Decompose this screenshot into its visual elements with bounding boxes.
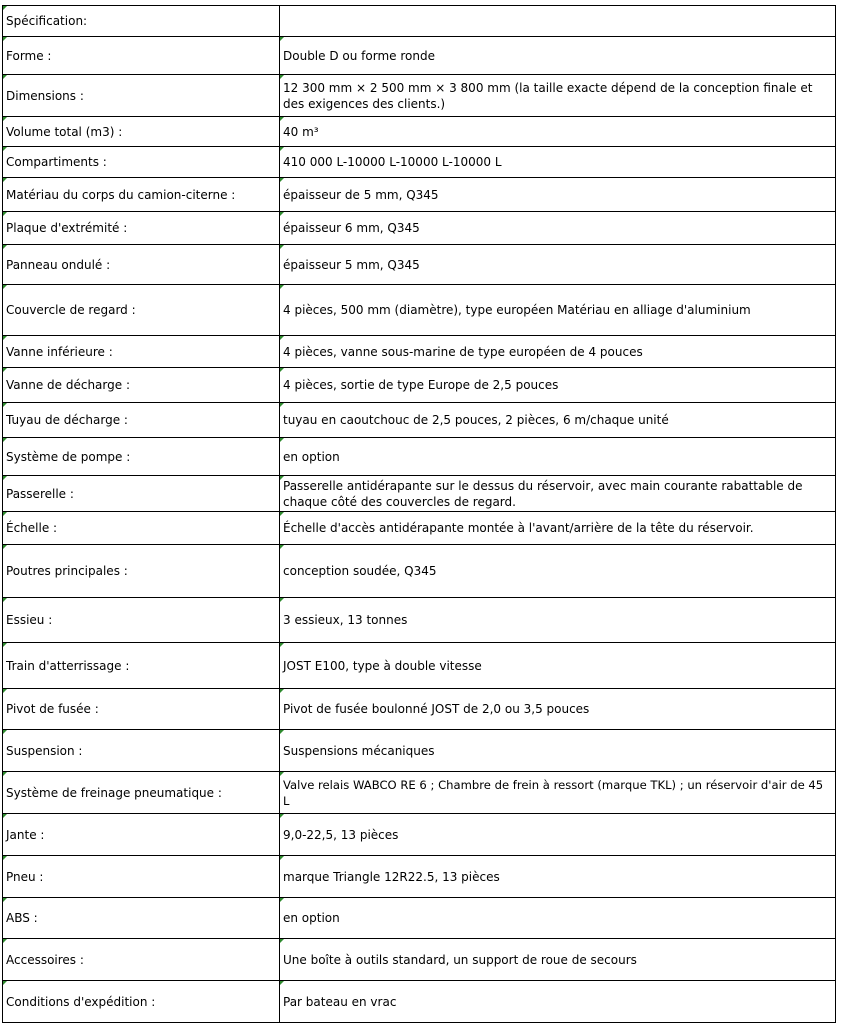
- table-row: [3, 772, 836, 814]
- table-row: [3, 730, 836, 772]
- spec-label: Compartiments :: [3, 147, 280, 178]
- spec-value: 40 m³: [280, 117, 836, 147]
- table-row: [3, 476, 836, 512]
- spec-value: tuyau en caoutchouc de 2,5 pouces, 2 pièces, 6 m/chaque unité: [280, 403, 836, 438]
- spec-label: Volume total (m3) :: [3, 117, 280, 147]
- table-row: [3, 856, 836, 898]
- table-row: [3, 368, 836, 403]
- spec-value: Une boîte à outils standard, un support de roue de secours: [280, 939, 836, 981]
- spec-value: [280, 6, 836, 37]
- table-row: [3, 285, 836, 336]
- spec-value: Valve relais WABCO RE 6 ; Chambre de frein à ressort (marque TKL) ; un réservoir d'air de 45 L: [280, 772, 836, 814]
- spec-label: Train d'atterrissage :: [3, 643, 280, 689]
- spec-value: en option: [280, 898, 836, 939]
- spec-label: Passerelle :: [3, 476, 280, 512]
- spec-label: Couvercle de regard :: [3, 285, 280, 336]
- table-row: [3, 512, 836, 545]
- spec-value: 4 pièces, sortie de type Europe de 2,5 pouces: [280, 368, 836, 403]
- spec-value: Passerelle antidérapante sur le dessus du réservoir, avec main courante rabattable de chaque côté des couvercles de regard.: [280, 476, 836, 512]
- spec-label: Jante :: [3, 814, 280, 856]
- spec-label: Tuyau de décharge :: [3, 403, 280, 438]
- spec-value: JOST E100, type à double vitesse: [280, 643, 836, 689]
- spec-value: 3 essieux, 13 tonnes: [280, 598, 836, 643]
- table-row: [3, 689, 836, 730]
- spec-value: 4 pièces, vanne sous-marine de type européen de 4 pouces: [280, 336, 836, 368]
- spec-value: Suspensions mécaniques: [280, 730, 836, 772]
- spec-value: Échelle d'accès antidérapante montée à l'avant/arrière de la tête du réservoir.: [280, 512, 836, 545]
- spec-label: Conditions d'expédition :: [3, 981, 280, 1023]
- spec-label: Système de freinage pneumatique :: [3, 772, 280, 814]
- table-row: [3, 438, 836, 476]
- table-row: [3, 939, 836, 981]
- spec-value: marque Triangle 12R22.5, 13 pièces: [280, 856, 836, 898]
- spec-label: Accessoires :: [3, 939, 280, 981]
- spec-value: 4 pièces, 500 mm (diamètre), type européen Matériau en alliage d'aluminium: [280, 285, 836, 336]
- table-row: [3, 178, 836, 212]
- table-row: [3, 336, 836, 368]
- spec-label: Panneau ondulé :: [3, 245, 280, 285]
- table-row: [3, 75, 836, 117]
- table-row: [3, 117, 836, 147]
- spec-label: Suspension :: [3, 730, 280, 772]
- table-row: [3, 147, 836, 178]
- table-row: [3, 6, 836, 37]
- spec-label: Pivot de fusée :: [3, 689, 280, 730]
- spec-label: Pneu :: [3, 856, 280, 898]
- table-row: [3, 981, 836, 1023]
- spec-label: Dimensions :: [3, 75, 280, 117]
- spec-label: Vanne de décharge :: [3, 368, 280, 403]
- spec-value: épaisseur de 5 mm, Q345: [280, 178, 836, 212]
- table-row: [3, 212, 836, 245]
- table-row: [3, 643, 836, 689]
- spec-label: Système de pompe :: [3, 438, 280, 476]
- spec-label: Spécification:: [3, 6, 280, 37]
- spec-label: Forme :: [3, 37, 280, 75]
- spec-value: épaisseur 6 mm, Q345: [280, 212, 836, 245]
- spec-value: Pivot de fusée boulonné JOST de 2,0 ou 3,5 pouces: [280, 689, 836, 730]
- specification-table: [2, 5, 836, 1023]
- spec-label: Échelle :: [3, 512, 280, 545]
- spec-label: Plaque d'extrémité :: [3, 212, 280, 245]
- table-row: [3, 545, 836, 598]
- table-row: [3, 403, 836, 438]
- spec-value: 9,0-22,5, 13 pièces: [280, 814, 836, 856]
- spec-label: ABS :: [3, 898, 280, 939]
- table-row: [3, 814, 836, 856]
- spec-label: Vanne inférieure :: [3, 336, 280, 368]
- table-row: [3, 37, 836, 75]
- table-row: [3, 245, 836, 285]
- spec-label: Essieu :: [3, 598, 280, 643]
- spec-value: conception soudée, Q345: [280, 545, 836, 598]
- table-row: [3, 898, 836, 939]
- spec-value: Par bateau en vrac: [280, 981, 836, 1023]
- spec-value: 12 300 mm × 2 500 mm × 3 800 mm (la taille exacte dépend de la conception finale et des exigences des clients.): [280, 75, 836, 117]
- spec-value: épaisseur 5 mm, Q345: [280, 245, 836, 285]
- spec-value: 410 000 L-10000 L-10000 L-10000 L: [280, 147, 836, 178]
- spec-label: Matériau du corps du camion-citerne :: [3, 178, 280, 212]
- spec-value: Double D ou forme ronde: [280, 37, 836, 75]
- spec-label: Poutres principales :: [3, 545, 280, 598]
- spec-value: en option: [280, 438, 836, 476]
- table-row: [3, 598, 836, 643]
